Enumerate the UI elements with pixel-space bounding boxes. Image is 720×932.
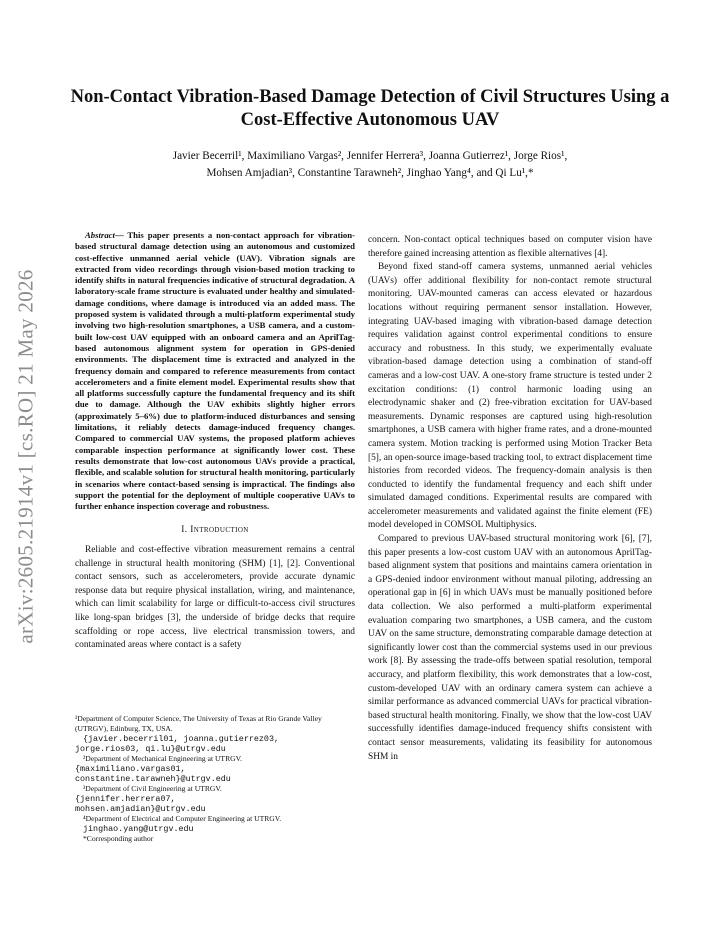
footnote-4: ⁴Department of Electrical and Computer Engineering at UTRGV. <box>83 814 282 823</box>
footnote-3-emails-a: {jennifer.herrera07, <box>75 794 176 804</box>
intro-paragraph-1: Reliable and cost-effective vibration measurement remains a central challenge in structural health monitoring (SHM) [1], [2]. Conventional contact sensors, such as accelerometers, provide accurate dynamic response data but require physical installation, wiring, and maintenance, which can limit scalability for large or difficult-to-access civil structures like long-span bridges [3], the underside of bridge decks that require scaffolding or rope access, live electrical transmission towers, and contaminated areas where contact is a safety <box>75 545 355 651</box>
footnote-2-emails-b: constantine.tarawneh}@utrgv.edu <box>75 774 231 784</box>
author-line-2: Mohsen Amjadian³, Constantine Tarawneh², Jinghao Yang⁴, and Qi Lu¹,* <box>206 167 534 179</box>
footnote-4-email: jinghao.yang@utrgv.edu <box>83 824 194 834</box>
footnote-1-emails-a: {javier.becerril01, joanna.gutierrez03, <box>83 734 280 744</box>
arxiv-identifier-text: arXiv:2605.21914v1 [cs.RO] 21 May 2026 <box>13 268 38 644</box>
footnote-1: ¹Department of Computer Science, The University of Texas at Rio Grande Valley (UTRGV), Edinburg, TX, USA. <box>75 714 322 733</box>
footnote-2-emails-a: {maximiliano.vargas01, <box>75 764 186 774</box>
author-line-1: Javier Becerril¹, Maximiliano Vargas², Jennifer Herrera³, Joanna Gutierrez¹, Jorge Rios¹, <box>172 150 568 162</box>
affiliation-footnotes <box>75 714 355 844</box>
left-column <box>75 230 355 653</box>
paper-title: Non-Contact Vibration-Based Damage Detection of Civil Structures Using a Cost-Effective Autonomous UAV <box>70 87 670 130</box>
abstract-label: Abstract <box>85 230 115 240</box>
abstract <box>75 230 355 512</box>
corresponding-author-note: *Corresponding author <box>83 834 154 843</box>
section-heading-introduction: I. Introduction <box>181 525 249 536</box>
intro-paragraph-2: concern. Non-contact optical techniques based on computer vision have therefore gained increasing attention as flexible alternatives [4]. <box>368 235 652 259</box>
footnote-3: ³Department of Civil Engineering at UTRGV. <box>83 784 222 793</box>
abstract-text: — This paper presents a non-contact approach for vibration-based structural damage detection using an autonomous and customized cost-effective unmanned aerial vehicle (UAV). Vibration signals are extracted from video recordings through vision-based motion tracking to identify shifts in natural frequencies indicative of structural degradation. A laboratory-scale frame structure is evaluated under healthy and simulated-damage conditions, where damage is introduced via an added mass. The proposed system is validated through a multi-platform experimental study involving two high-resolution smartphones, a USB camera, and a custom-built low-cost UAV equipped with an onboard camera and an AprilTag-based autonomous alignment system for operation in GPS-denied environments. The displacement time is extracted and analyzed in the frequency domain and compared to reference measurements from contact accelerometers and a finite element model. Experimental results show that all platforms successfully capture the fundamental frequency and its shift due to damage. Although the UAV exhibits slightly higher errors (approximately 5–6%) due to platform-induced disturbances and sensing limitations, it reliably detects damage-induced frequency changes. Compared to commercial UAV systems, the proposed platform achieves comparable inspection performance at significantly lower cost. These results demonstrate that low-cost autonomous UAVs provide a practical, flexible, and scalable solution for structural health monitoring, particularly in scenarios where contact-based sensing is impractical. The findings also support the potential for the deployment of multiple cooperative UAVs to further enhance inspection coverage and robustness. <box>75 230 355 512</box>
author-list <box>72 148 668 182</box>
right-column <box>368 234 652 764</box>
intro-paragraph-4: Compared to previous UAV-based structural monitoring work [6], [7], this paper presents a low-cost custom UAV with an autonomous AprilTag-based alignment system that positions and maintains camera orientation in a GPS-denied indoor environment without manual piloting, addressing an operational gap in [6] in which UAVs must be manually positioned before data collection. We also performed a multi-platform experimental evaluation comparing two smartphones, a USB camera, and the custom UAV on the same structure, demonstrating comparable damage detection at significantly lower cost than the commercial systems used in our previous work [8]. By assessing the trade-offs between spatial resolution, temporal accuracy, and platform flexibility, this work demonstrates that a low-cost, custom-developed UAV with an ordinary camera system can achieve a similar performance as advanced commercial UAVs for practical vibration-based structural health monitoring. Finally, we show that the low-cost UAV successfully identifies damage-induced frequency shifts consistent with contact sensor measurements, validating its feasibility for autonomous SHM in <box>368 534 652 762</box>
footnote-1-emails-b: jorge.rios03, qi.lu}@utrgv.edu <box>75 744 226 754</box>
footnote-2: ²Department of Mechanical Engineering at UTRGV. <box>83 754 243 763</box>
footnote-3-emails-b: mohsen.amjadian}@utrgv.edu <box>75 804 206 814</box>
intro-paragraph-3: Beyond fixed stand-off camera systems, unmanned aerial vehicles (UAVs) offer additional flexibility for non-contact remote structural monitoring. UAV-mounted cameras can access elevated or hazardous locations without requiring permanent sensor installation. However, integrating UAV-based imaging with vibration-based damage detection requires validation against control experimental conditions to ensure accuracy and robustness. In this study, we experimentally evaluate vibration-based damage detection using a combination of stand-off cameras and a low-cost UAV. A one-story frame structure is tested under 2 excitation conditions: (1) control harmonic loading using an electrodynamic shaker and (2) free-vibration excitation for UAV-based measurements. Dynamic responses are captured using high-resolution smartphones, a USB camera with higher frame rates, and a drone-mounted camera system. Motion tracking is performed using Motion Tracker Beta [5], an open-source image-based tracking tool, to extract displacement time histories from recorded videos. The frequency-domain analysis is then conducted to identify the fundamental frequency and each shift under simulated damaged conditions. Experimental results are compared with accelerometer measurements and validated against the finite element (FE) model developed in COMSOL Multiphysics. <box>368 262 652 531</box>
arxiv-identifier-stamp <box>6 246 46 666</box>
